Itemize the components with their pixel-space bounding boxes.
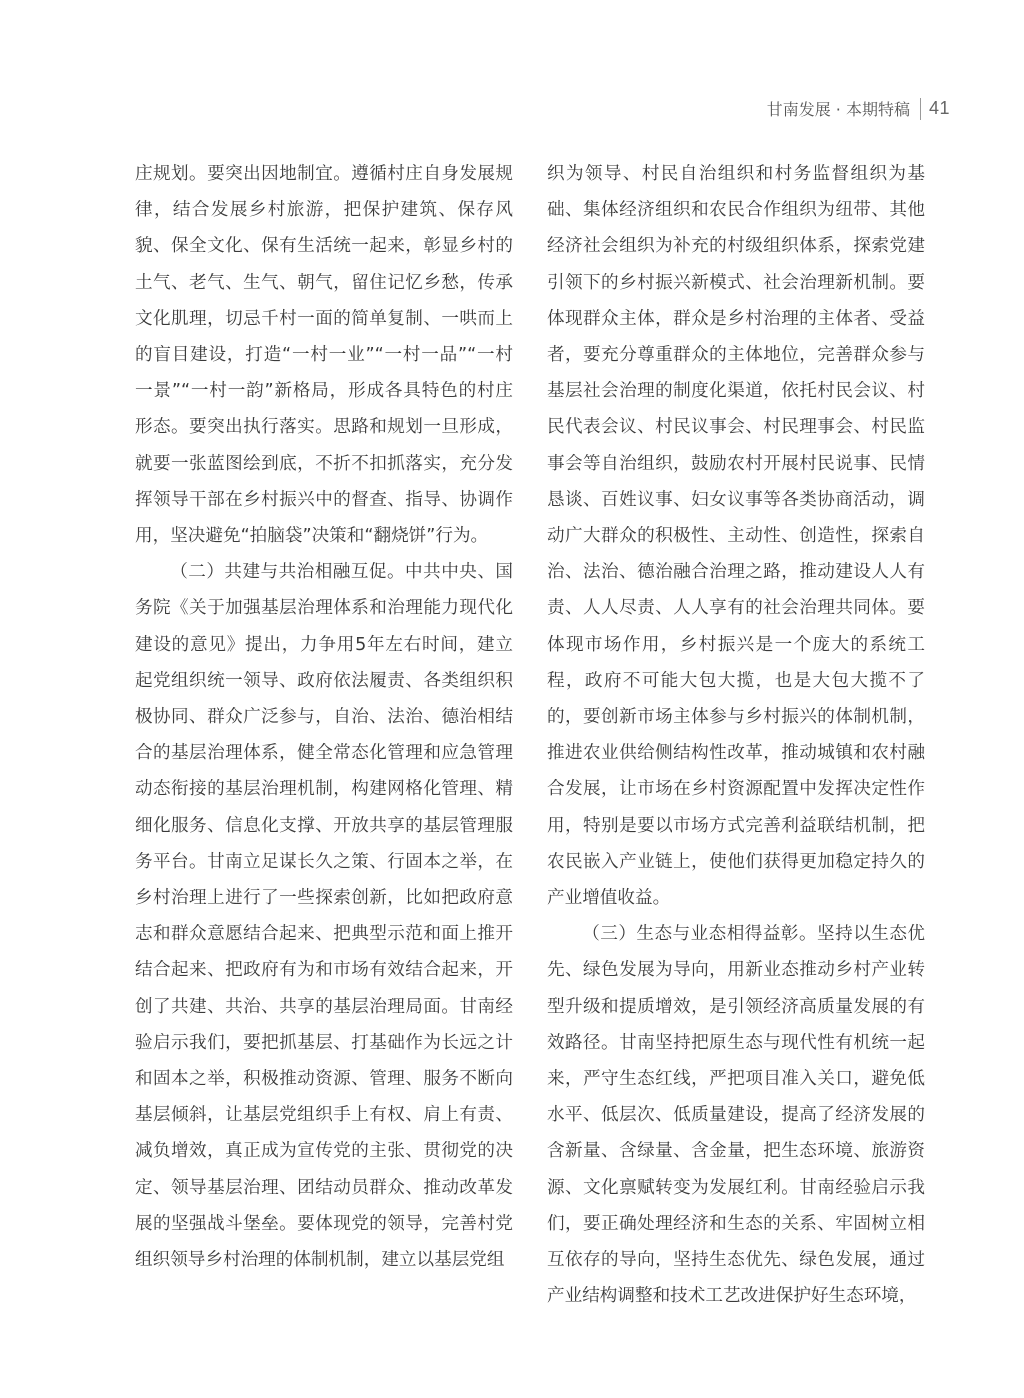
page-number: 41	[928, 98, 950, 118]
running-header	[767, 97, 950, 120]
header-title: 甘南发展 · 本期特稿	[766, 100, 910, 119]
header-divider	[920, 98, 921, 120]
paragraph: 织为领导、村民自治组织和村务监督组织为基础、集体经济组织和农民合作组织为纽带、其他经济社会组织为补充的村级组织体系，探索党建引领下的乡村振兴新模式、社会治理新机制。要体现群众主体，群众是乡村治理的主体者、受益者，要充分尊重群众的主体地位，完善群众参与基层社会治理的制度化渠道，依托村民会议、村民代表会议、村民议事会、村民理事会、村民监事会等自治组织，鼓励农村开展村民说事、民情恳谈、百姓议事、妇女议事等各类协商活动，调动广大群众的积极性、主动性、创造性，探索自治、法治、德治融合治理之路，推动建设人人有责、人人尽责、人人享有的社会治理共同体。要体现市场作用，乡村振兴是一个庞大的系统工程，政府不可能大包大揽，也是大包大揽不了的，要创新市场主体参与乡村振兴的体制机制，推进农业供给侧结构性改革，推动城镇和农村融合发展，让市场在乡村资源配置中发挥决定性作用，特别是要以市场方式完善利益联结机制，把农民嵌入产业链上，使他们获得更加稳定持久的产业增值收益。	[547, 164, 925, 909]
paragraph: （三）生态与业态相得益彰。坚持以生态优先、绿色发展为导向，用新业态推动乡村产业转型升级和提质增效，是引领经济高质量发展的有效路径。甘南坚持把原生态与现代性有机统一起来，严守生态红线，严把项目准入关口，避免低水平、低层次、低质量建设，提高了经济发展的含新量、含绿量、含金量，把生态环境、旅游资源、文化禀赋转变为发展红利。甘南经验启示我们，要正确处理经济和生态的关系、牢固树立相互依存的导向，坚持生态优先、绿色发展，通过产业结构调整和技术工艺改进保护好生态环境，	[547, 924, 925, 1307]
paragraph: 庄规划。要突出因地制宜。遵循村庄自身发展规律，结合发展乡村旅游，把保护建筑、保存风貌、保全文化、保有生活统一起来，彰显乡村的土气、老气、生气、朝气，留住记忆乡愁，传承文化肌理，切忌千村一面的简单复制、一哄而上的盲目建设，打造“一村一业”“一村一品”“一村一景”“一村一韵”新格局，形成各具特色的村庄形态。要突出执行落实。思路和规划一旦形成，就要一张蓝图绘到底，不折不扣抓落实，充分发挥领导干部在乡村振兴中的督查、指导、协调作用，坚决避免“拍脑袋”决策和“翻烧饼”行为。	[135, 164, 513, 547]
right-column	[547, 156, 925, 1315]
left-column	[135, 156, 513, 1278]
paragraph: （二）共建与共治相融互促。中共中央、国务院《关于加强基层治理体系和治理能力现代化建设的意见》提出，力争用5年左右时间，建立起党组织统一领导、政府依法履责、各类组织积极协同、群众广泛参与，自治、法治、德治相结合的基层治理体系，健全常态化管理和应急管理动态衔接的基层治理机制，构建网格化管理、精细化服务、信息化支撑、开放共享的基层管理服务平台。甘南立足谋长久之策、行固本之举，在乡村治理上进行了一些探索创新，比如把政府意志和群众意愿结合起来、把典型示范和面上推开结合起来、把政府有为和市场有效结合起来，开创了共建、共治、共享的基层治理局面。甘南经验启示我们，要把抓基层、打基础作为长远之计和固本之举，积极推动资源、管理、服务不断向基层倾斜，让基层党组织手上有权、肩上有责、减负增效，真正成为宣传党的主张、贯彻党的决定、领导基层治理、团结动员群众、推动改革发展的坚强战斗堡垒。要体现党的领导，完善村党组织领导乡村治理的体制机制，建立以基层党组	[135, 562, 513, 1271]
